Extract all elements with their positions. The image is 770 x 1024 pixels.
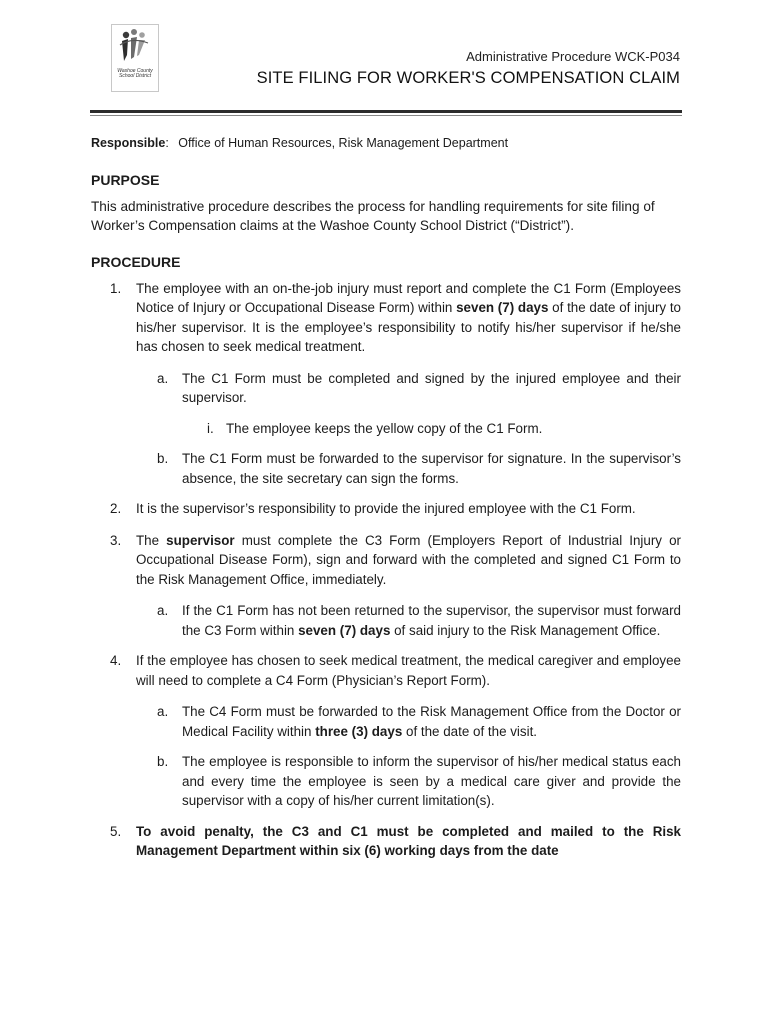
document-title: SITE FILING FOR WORKER'S COMPENSATION CLAIM — [256, 69, 680, 87]
list-item-number: 2. — [110, 501, 122, 516]
sub-list-item — [91, 369, 681, 408]
list-item — [91, 531, 681, 590]
sub-sub-list-item — [91, 419, 681, 439]
list-item-text: It is the supervisor’s responsibility to provide the injured employee with the C1 Form. — [136, 501, 636, 516]
document-body — [91, 134, 681, 873]
responsible-value: Office of Human Resources, Risk Management Department — [178, 136, 509, 150]
sub-list-item — [91, 449, 681, 488]
header-rule-thin — [90, 115, 682, 116]
list-item — [91, 499, 681, 519]
list-item-text: The employee with an on-the-job injury must report and complete the C1 Form (Employees Notice of Injury or Occupational Disease Form) within — [136, 280, 681, 315]
sub-item-number: b. — [157, 754, 169, 769]
sub-list-item — [91, 752, 681, 811]
list-item-emphasis: seven (7) days — [456, 300, 549, 315]
purpose-heading: PURPOSE — [91, 171, 160, 188]
list-item-number: 3. — [110, 532, 122, 548]
procedure-heading: PROCEDURE — [91, 253, 181, 270]
sub-item-text: of said injury to the Risk Management Office. — [390, 622, 661, 638]
sub-sub-item-number: i. — [207, 420, 214, 436]
list-item-emphasis: supervisor — [166, 532, 235, 548]
procedure-code: Administrative Procedure WCK-P034 — [466, 49, 680, 64]
sub-item-text: The C1 Form must be forwarded to the supervisor for signature. In the supervisor’s absence, the site secretary can sign the forms. — [182, 451, 681, 486]
list-item-text: The — [136, 532, 167, 548]
district-logo-text — [112, 69, 158, 79]
list-item-number: 1. — [110, 280, 122, 296]
logo-line-1: Washoe County — [117, 68, 153, 74]
procedure-list — [91, 279, 681, 861]
sub-item-number: a. — [157, 603, 169, 618]
list-item — [91, 279, 681, 357]
sub-list-item — [91, 702, 681, 741]
district-logo — [111, 24, 159, 92]
list-item — [91, 651, 681, 690]
sub-sub-item-text: The employee keeps the yellow copy of the C1 Form. — [226, 420, 543, 436]
list-item-text: of the date of injury to his/her supervisor. It is the employee’s responsibility to notify his/her supervisor if he/she has chosen to seek medical treatment. — [136, 300, 682, 354]
list-item-text: To avoid penalty, the C3 and C1 must be completed and mailed to the Risk Management Department within six (6) working days from the date — [136, 823, 681, 858]
sub-item-text: The C4 Form must be forwarded to the Risk Management Office from the Doctor or Medical Facility within — [182, 704, 681, 739]
sub-list-item — [91, 601, 681, 640]
list-item-text: If the employee has chosen to seek medical treatment, the medical caregiver and employee will need to complete a C4 Form (Physician’s Report Form). — [136, 653, 681, 688]
sub-item-text: The employee is responsible to inform the supervisor of his/her medical status each and every time the employee is seen by a medical care giver and provide the supervisor with a copy of his/her current limitation(s). — [182, 754, 681, 808]
responsible-colon: : — [165, 136, 169, 150]
responsible-line — [91, 134, 681, 154]
logo-line-2: School District — [119, 73, 151, 79]
sub-item-emphasis: three (3) days — [315, 723, 403, 739]
purpose-text: This administrative procedure describes the process for handling requirements for site filing of Worker’s Compensation claims at the Washoe County School District (“District”). — [91, 198, 655, 233]
list-item-text: must complete the C3 Form (Employers Report of Industrial Injury or Occupational Disease Form), sign and forward with the completed and signed C1 Form to the Risk Management Office, immediately. — [136, 532, 681, 587]
sub-item-text: of the date of the visit. — [402, 723, 538, 739]
list-item-number: 5. — [110, 823, 122, 839]
sub-item-emphasis: seven (7) days — [298, 622, 391, 638]
sub-item-number: b. — [157, 451, 169, 466]
sub-item-text: If the C1 Form has not been returned to the supervisor, the supervisor must forward the C3 Form within — [182, 603, 681, 638]
list-item-number: 4. — [110, 653, 122, 668]
responsible-label: Responsible — [91, 136, 166, 150]
sub-item-number: a. — [157, 704, 169, 719]
sub-item-text: The C1 Form must be completed and signed by the injured employee and their supervisor. — [182, 370, 681, 405]
sub-item-number: a. — [157, 370, 169, 386]
header-rule — [90, 110, 682, 113]
list-item — [91, 822, 681, 861]
district-logo-icon — [112, 25, 158, 69]
